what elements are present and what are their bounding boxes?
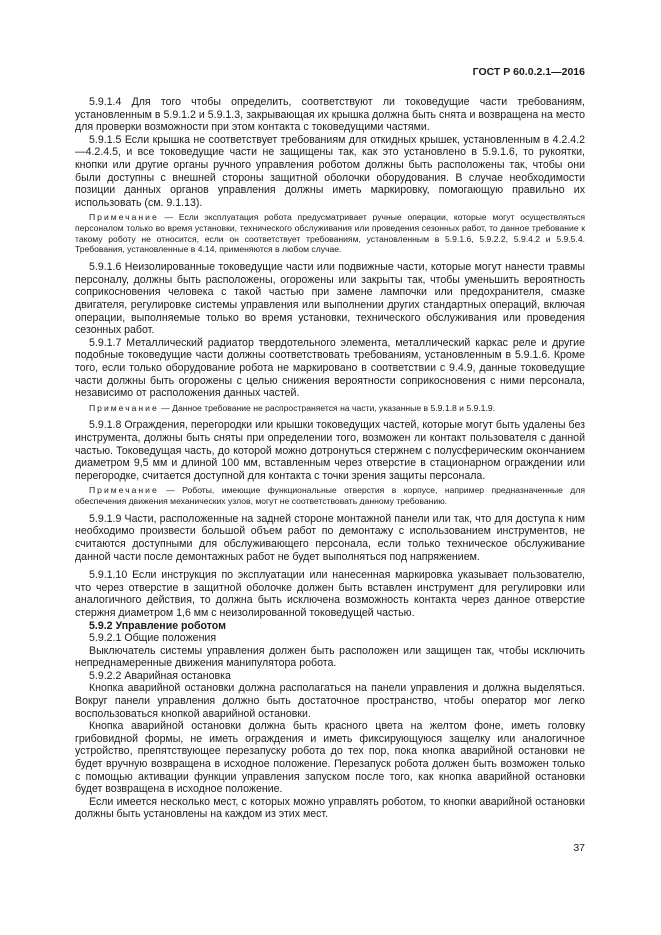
note-text: — Если эксплуатация робота предусматривает ручные операции, которые могут осуществляться персоналом только во время установки, технического обслуживания или проведения сезонных работ, то данное требование к такому роботу не относится, если он соответствует требованиям, установленным в 5.9.1.6, 5.9.2.2, 5.9.4.2 и 5.9.5.4. Требования, установленные в 4.14, применяются в любом случае. [75,212,586,255]
paragraph-5-9-1-10: 5.9.1.10 Если инструкция по эксплуатации или нанесенная маркировка указывает пользователю, что через отверстие в защитной оболочке должен быть вставлен инструмент для регулировки или аналогичного действия, то должна быть исключена возможность контакта через данное отверстие стержня диаметром 1,6 мм с неизолированной токоведущей частью. [75,569,585,619]
paragraph-5-9-2-2-c: Если имеется несколько мест, с которых можно управлять роботом, то кнопки аварийной остановки должны быть установлены на каждом из этих мест. [75,795,585,821]
paragraph-5-9-2-1: Выключатель системы управления должен быть расположен или защищен так, чтобы исключить непреднамеренные движения манипулятора робота. [75,644,585,670]
paragraph-5-9-1-7: 5.9.1.7 Металлический радиатор твердотельного элемента, металлический каркас реле и другие подобные токоведущие части должны соответствовать требованиям, установленным в 5.9.1.6. Кроме того, если только оборудование робота не маркировано в соответствии с 9.4.9, данные токоведущие части должны быть огорожены с целью снижения вероятности соприкосновения с ними персонала, независимо от расположения данных частей. [75,336,585,400]
page-number: 37 [573,842,585,854]
paragraph-5-9-1-9: 5.9.1.9 Части, расположенные на задней стороне монтажной панели или так, что для доступа к ним необходимо произвести большой объем работ по демонтажу с использованием инструментов, не считаются доступными для обслуживающего персонала, если только техническое обслуживание данной части после демонтажных работ не будет выполняться под напряжением. [75,512,585,563]
note-label: Примечание [89,402,159,413]
document-header-id: ГОСТ Р 60.0.2.1—2016 [472,66,585,78]
note-label: Примечание [89,212,159,223]
paragraph-5-9-1-5: 5.9.1.5 Если крышка не соответствует требованиям для откидных крышек, установленным в 4.2.4.2—4.2.4.5, и все токоведущие части не защищены так, как это установлено в 5.9.1.6, то рукоятки, кнопки или другие органы ручного управления роботом должны быть расположены так, чтобы они были доступны с внешней стороны защитной оболочки оборудования. В случае необходимости позиции данных органов управления должны иметь маркировку, помогающую правильно их использовать (см. 9.1.13). [75,133,585,209]
note-label: Примечание [89,485,159,496]
paragraph-5-9-1-6: 5.9.1.6 Неизолированные токоведущие части или подвижные части, которые могут нанести травмы персоналу, должны быть расположены, огорожены или закрыты так, чтобы уменьшить вероятность соприкосновения человека с такой частью при замене лампочки или предохранителя, смазке двигателя, регулировке системы управления или выполнении других стандартных операций, включая операции, выполняемые только во время установки, технического обслуживания или проведения сезонных работ. [75,261,585,337]
paragraph-5-9-1-8: 5.9.1.8 Ограждения, перегородки или крышки токоведущих частей, которые могут быть удалены без инструмента, должны быть сняты при определении того, возможен ли контакт пользователя с данной частью. Токоведущая часть, до которой можно дотронуться стержнем с полусферическим окончанием диаметром 9,5 мм и длиной 100 мм, вставленным через отверстие в стационарном ограждении или перегородке, считается доступной для контакта с точки зрения защиты персонала. [75,419,585,482]
heading-5-9-2: 5.9.2 Управление роботом [89,619,226,632]
paragraph-5-9-2-2-b: Кнопка аварийной остановки должна быть красного цвета на желтом фоне, иметь головку грибовидной формы, не иметь ограждения и иметь фиксирующуюся защелку или аналогичное устройство, препятствующее перезапуску робота до тех пор, пока кнопка аварийной остановки не будет вручную возвращена в исходное положение. Перезапуск робота должен быть возможен только с помощью активации функции управления запуском после того, как кнопка аварийной остановки будет возвращена в исходное положение. [75,720,585,796]
note-1 [75,212,585,255]
heading-5-9-2-2: 5.9.2.2 Аварийная остановка [89,669,231,682]
note-text: — Роботы, имеющие функциональные отверстия в корпусе, например предназначенные для обеспечения движения механических узлов, могут не соответствовать данному требованию. [75,485,585,507]
paragraph-5-9-1-4: 5.9.1.4 Для того чтобы определить, соответствуют ли токоведущие части требованиям, установленным в 5.9.1.2 и 5.9.1.3, закрывающая их крышка должна быть снята и возвращена на место для проверки возможности при этом контакта с токоведущими частями. [75,96,585,134]
note-3 [75,485,585,506]
document-body [75,96,585,821]
paragraph-5-9-2-2-a: Кнопка аварийной остановки должна располагаться на панели управления и должна выделяться. Вокруг панели управления должно быть достаточное пространство, чтобы оператор мог легко воспользоваться кнопкой аварийной остановки. [75,682,585,720]
heading-5-9-2-1: 5.9.2.1 Общие положения [89,632,217,645]
note-text: — Данное требование не распространяется на части, указанные в 5.9.1.8 и 5.9.1.9. [161,402,496,413]
note-2 [75,403,585,414]
